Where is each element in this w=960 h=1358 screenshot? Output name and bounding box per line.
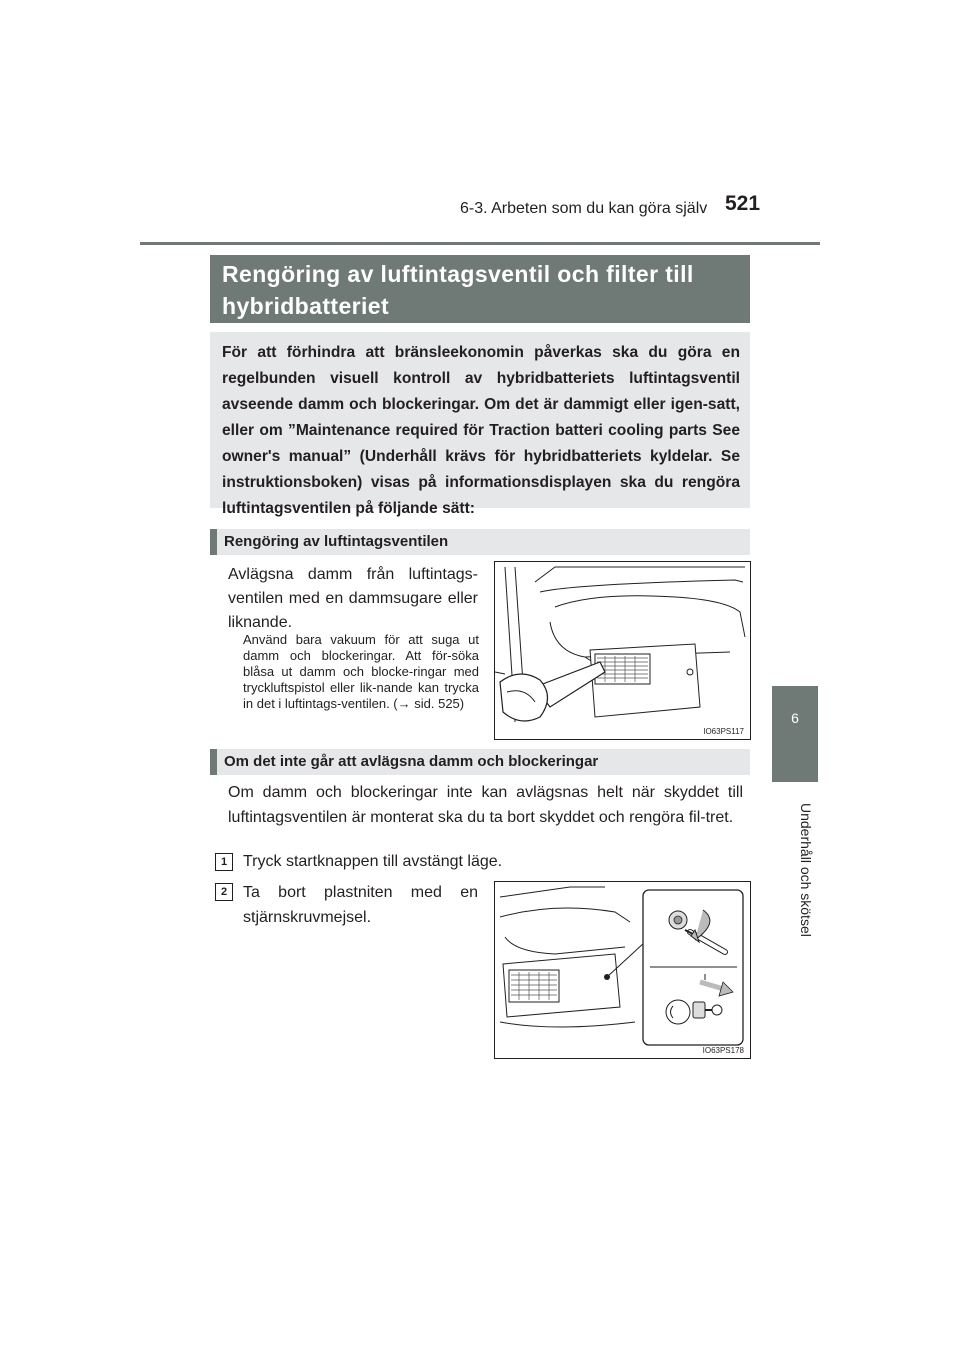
page-title: Rengöring av luftintagsventil och filter till hybridbatteriet <box>222 261 694 319</box>
section-header-accent <box>210 749 217 775</box>
rivet-removal-figure <box>494 881 751 1059</box>
chapter-number: 6 <box>791 710 799 726</box>
step-number: 2 <box>215 883 233 901</box>
section-heading: Rengöring av luftintagsventilen <box>224 533 449 550</box>
vacuum-illustration <box>495 562 750 739</box>
section-header-accent <box>210 529 217 555</box>
section-body: Avlägsna damm från luftintags-ventilen med en dammsugare eller liknande. <box>228 566 478 631</box>
vacuum-cleaning-figure <box>494 561 751 740</box>
page-number: 521 <box>725 192 761 215</box>
chapter-title: Underhåll och skötsel <box>798 803 814 937</box>
section-breadcrumb: 6-3. Arbeten som du kan göra själv <box>460 200 708 217</box>
section-body: Om damm och blockeringar inte kan avlägsnas helt när skyddet till luftintagsventilen är monterat ska du ta bort skyddet och rengöra fil-tret. <box>228 784 743 826</box>
intro-text: För att förhindra att bränsleekonomin påverkas ska du göra en regelbunden visuell kontroll av hybridbatteriets luftintagsventil avseende damm och blockeringar. Om det är dammigt eller igen-satt, eller om ”Maintenance required för Traction batteri cooling parts See owner's manual” (Underhåll krävs för hybridbatteriets kyldelar. Se instruktionsboken) visas på informationsdisplayen ska du rengöra luftintagsventilen på följande sätt: <box>222 344 740 517</box>
section-note: Använd bara vakuum för att suga ut damm och blockeringar. Att för-söka blåsa ut damm och blocke-ringar med tryckluftspistol eller lik-nande kan trycka in det i luftintags-ventilen. (→ sid. 525) <box>243 632 479 711</box>
rivet-illustration <box>495 882 750 1058</box>
step-number: 1 <box>215 853 233 871</box>
figure-id: IO63PS178 <box>702 1046 744 1055</box>
chapter-tab <box>772 686 818 782</box>
header-divider <box>140 242 820 245</box>
section-heading: Om det inte går att avlägsna damm och blockeringar <box>224 753 599 770</box>
step-text: Ta bort plastniten med en stjärnskruvmejsel. <box>243 884 478 926</box>
step-text: Tryck startknappen till avstängt läge. <box>243 853 503 870</box>
figure-id: IO63PS117 <box>703 727 744 736</box>
